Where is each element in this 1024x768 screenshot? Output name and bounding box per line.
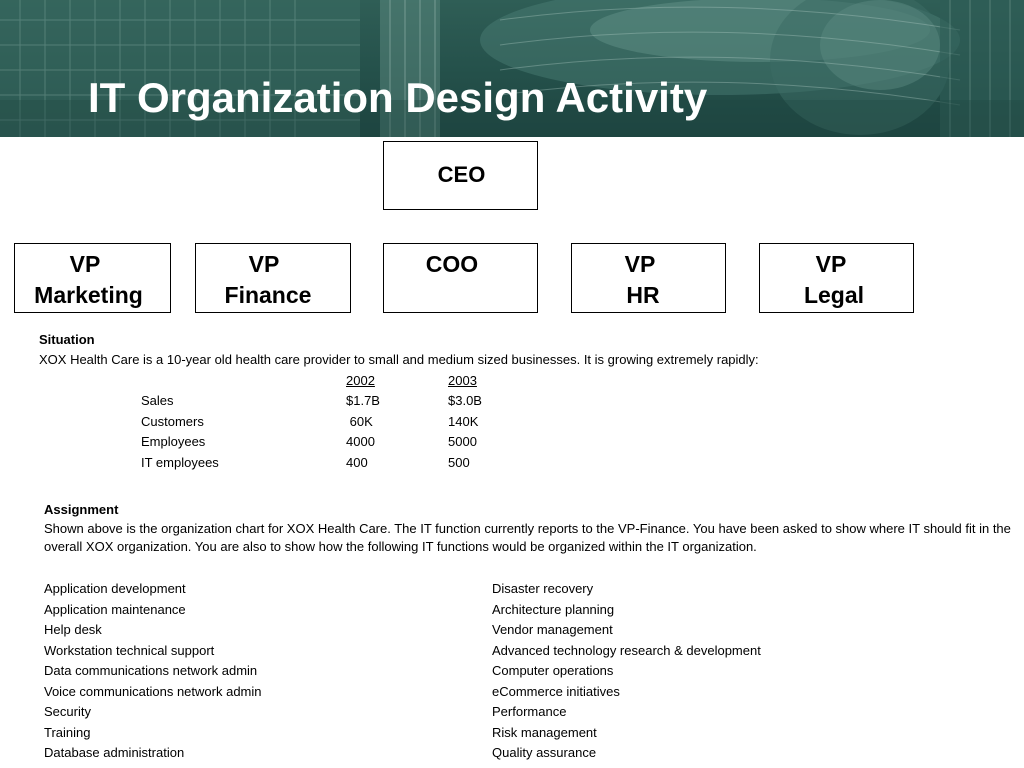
year-2003-header: 2003 [448,373,477,388]
coo-label: COO [425,251,479,277]
list-item: Workstation technical support [44,643,215,658]
list-item: Training [44,725,91,740]
vp-hr-line2: HR [626,282,660,308]
list-item: eCommerce initiatives [492,684,620,699]
row-label-customers: Customers [141,414,204,429]
list-item: Help desk [44,622,102,637]
list-item: Vendor management [492,622,613,637]
list-item: Application maintenance [44,602,186,617]
sales-2002: $1.7B [346,393,380,408]
vp-marketing-box [14,243,171,313]
vp-finance-box [195,243,351,313]
vp-finance-line2: Finance [224,282,312,308]
vp-hr-line1: VP [624,251,656,277]
list-item: Computer operations [492,663,614,678]
list-item: Performance [492,704,567,719]
list-item: Risk management [492,725,597,740]
slide-title: IT Organization Design Activity [88,74,708,121]
list-item: Voice communications network admin [44,684,262,699]
row-label-it-employees: IT employees [141,455,219,470]
row-label-sales: Sales [141,393,174,408]
vp-finance-line1: VP [248,251,280,277]
assignment-text: Shown above is the organization chart for XOX Health Care. The IT function currently reports to the VP-Finance. You have been asked to show where IT should fit in the overall XOX organization. You are also to show how the following IT functions would be organized within the IT organization. [44,521,1011,554]
customers-2003: 140K [448,414,479,429]
list-item: Disaster recovery [492,581,594,596]
employees-2002: 4000 [346,434,375,449]
vp-marketing-line1: VP [69,251,101,277]
situation-text: XOX Health Care is a 10-year old health care provider to small and medium sized businesses. It is growing extremely rapidly: [39,352,759,367]
vp-legal-line2: Legal [803,282,865,308]
it-employees-2003: 500 [448,455,470,470]
row-label-employees: Employees [141,434,206,449]
year-2002-header: 2002 [346,373,375,388]
vp-legal-box [759,243,914,313]
list-item: Application development [44,581,186,596]
ceo-label: CEO [437,162,486,187]
list-item: Data communications network admin [44,663,258,678]
ceo-box [383,141,538,210]
vp-legal-line1: VP [815,251,847,277]
header-banner [0,0,1024,137]
list-item: Architecture planning [492,602,615,617]
list-item: Database administration [44,745,185,760]
vp-marketing-line2: Marketing [34,282,143,308]
it-employees-2002: 400 [346,455,368,470]
list-item: Security [44,704,91,719]
list-item: Quality assurance [492,745,597,760]
assignment-heading: Assignment [44,502,119,517]
coo-box [383,243,538,313]
customers-2002: 60K [346,414,373,429]
employees-2003: 5000 [448,434,477,449]
list-item: Advanced technology research & development [492,643,761,658]
sales-2003: $3.0B [448,393,482,408]
situation-heading: Situation [39,332,95,347]
vp-hr-box [571,243,726,313]
